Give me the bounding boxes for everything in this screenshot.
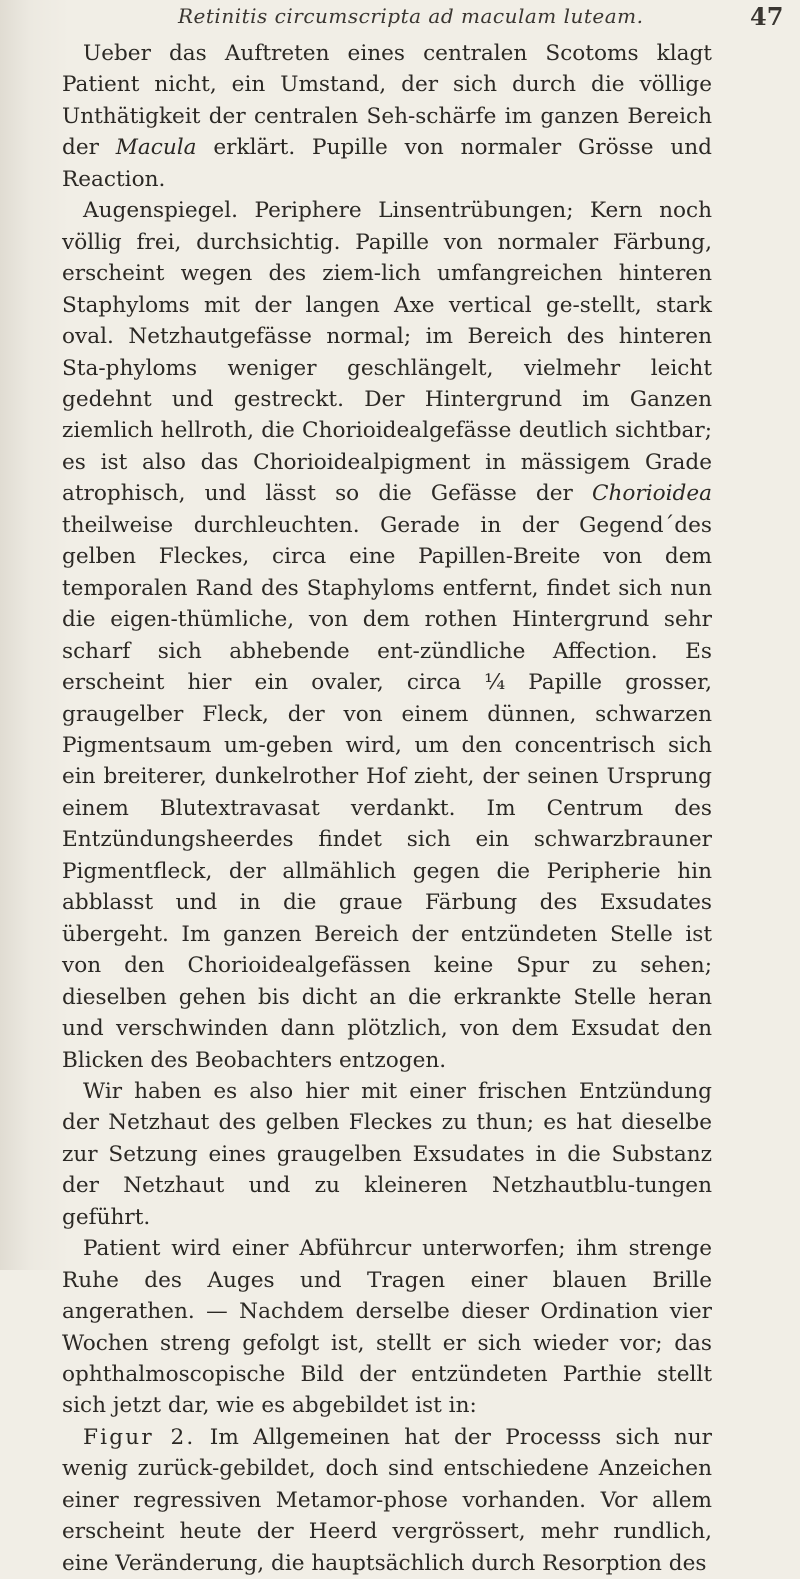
paragraph: [62, 195, 712, 1076]
text-run: Augenspiegel. Periphere Linsentrübungen; Kern noch völlig frei, durchsichtig. Papille von normaler Färbung, erscheint wegen des ziem-lich umfangreichen hinteren Staphyloms mit der langen Axe vertical ge-stellt, stark oval. Netzhautgefässe normal; im Bereich des hinteren Sta-phyloms weniger geschlängelt, vielmehr leicht gedehnt und gestreckt. Der Hintergrund im Ganzen ziemlich hellroth, die Chorioidealgefässe deutlich sichtbar; es ist also das Chorioidealpigment in mässigem Grade atrophisch, und lässt so die Gefässe der: [62, 198, 712, 507]
paragraph: [62, 38, 712, 195]
text-run: theilweise durchleuchten. Gerade in der Gegend´des gelben Fleckes, circa eine Papillen-Breite von dem temporalen Rand des Staphyloms entfernt, findet sich nun die eigen-thümliche, von dem rothen Hintergrund sehr scharf sich abhebende ent-zündliche Affection. Es erscheint hier ein ovaler, circa ¼ Papille grosser, graugelber Fleck, der von einem dünnen, schwarzen Pigmentsaum um-geben wird, um den concentrisch sich ein breiterer, dunkelrother Hof zieht, der seinen Ursprung einem Blutextravasat verdankt. Im Centrum des Entzündungsheerdes findet sich ein schwarzbrauner Pigmentfleck, der allmählich gegen die Peripherie hin abblasst und in die graue Färbung des Exsudates übergeht. Im ganzen Bereich der entzündeten Stelle ist von den Chorioidealgefässen keine Spur zu sehen; dieselben gehen bis dicht an die erkrankte Stelle heran und verschwinden dann plötzlich, von dem Exsudat den Blicken des Beobachters entzogen.: [62, 512, 712, 1073]
text-run: Ueber das Auftreten eines centralen Scotoms klagt Patient nicht, ein Umstand, der sich durch die völlige Unthätigkeit der centralen Seh-schärfe im ganzen Bereich der: [62, 41, 712, 161]
text-run-italic: Macula: [115, 135, 197, 161]
text-run-italic: Chorioidea: [591, 481, 712, 507]
paragraph: [62, 1076, 712, 1233]
paragraph: [62, 1233, 712, 1422]
body-text: [62, 38, 712, 1579]
text-run: Im Allgemeinen hat der Processs sich nur wenig zurück-gebildet, doch sind entschiedene Anzeichen einer regressiven Metamor-phose vorhanden. Vor allem erscheint heute der Heerd vergrössert, mehr rundlich, eine Veränderung, die hauptsächlich durch Resorption des: [62, 1424, 712, 1576]
running-head: Retinitis circumscripta ad maculam luteam.: [178, 4, 644, 28]
text-run: erklärt. Pupille von normaler Grösse und Reaction.: [62, 135, 712, 192]
paragraph: [62, 1422, 712, 1579]
figure-reference: Figur 2.: [83, 1424, 196, 1450]
page-number: 47: [750, 2, 784, 31]
text-run: Patient wird einer Abführcur unterworfen; ihm strenge Ruhe des Auges und Tragen einer blauen Brille angerathen. — Nachdem derselbe dieser Ordination vier Wochen streng gefolgt ist, stellt er sich wieder vor; das ophthalmoscopische Bild der entzündeten Parthie stellt sich jetzt dar, wie es abgebildet ist in:: [62, 1236, 712, 1419]
text-run: Wir haben es also hier mit einer frischen Entzündung der Netzhaut des gelben Fleckes zu thun; es hat dieselbe zur Setzung eines graugelben Exsudates in die Substanz der Netzhaut und zu kleineren Netzhautblu-tungen geführt.: [62, 1078, 712, 1230]
